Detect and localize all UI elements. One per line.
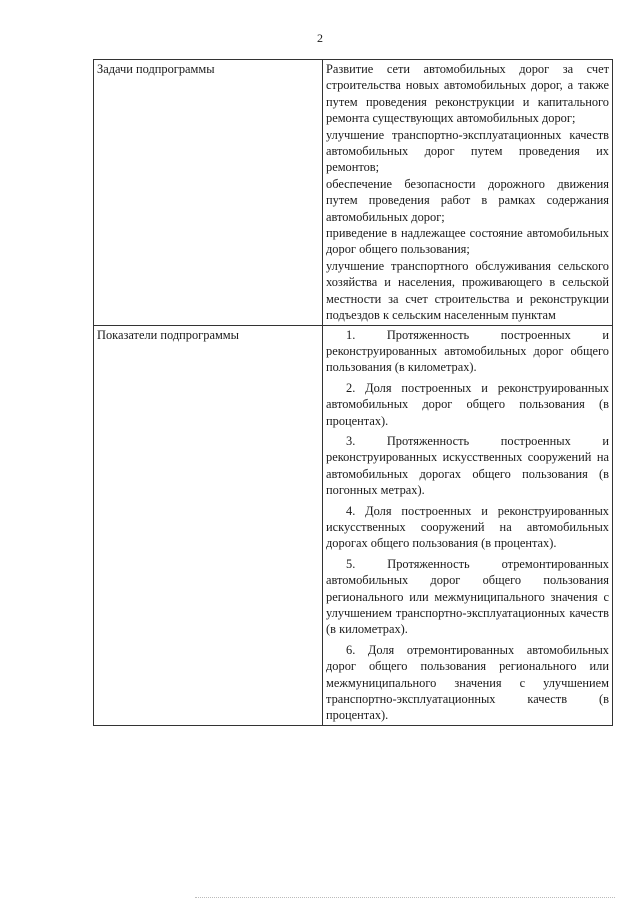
indicator-item: 1. Протяженность построенных и реконструированных автомобильных дорог общего пользования (в километрах). <box>326 327 609 375</box>
page-number: 2 <box>317 31 323 45</box>
indicator-item: 4. Доля построенных и реконструированных искусственных сооружений на автомобильных дорогах общего пользования (в процентах). <box>326 503 609 551</box>
task-item: Развитие сети автомобильных дорог за счет строительства новых автомобильных дорог, а также путем проведения реконструкции и капитального ремонта существующих автомобильных дорог; <box>326 62 609 126</box>
tasks-label-cell: Задачи подпрограммы <box>94 60 323 326</box>
indicators-content-cell <box>323 325 613 725</box>
subprogram-passport-table <box>93 59 613 726</box>
table-row-indicators <box>94 325 613 725</box>
scan-footer-artifact <box>195 897 615 901</box>
indicator-item: 2. Доля построенных и реконструированных автомобильных дорог общего пользования (в процентах). <box>326 380 609 428</box>
indicator-item: 5. Протяженность отремонтированных автомобильных дорог общего пользования регионального или межмуниципального значения с улучшением транспортно-эксплуатационных качеств (в километрах). <box>326 556 609 637</box>
tasks-content-cell <box>323 60 613 326</box>
indicators-label-cell: Показатели подпрограммы <box>94 325 323 725</box>
indicator-item: 6. Доля отремонтированных автомобильных дорог общего пользования регионального или межмуниципального значения с улучшением транспортно-эксплуатационных качеств (в процентах). <box>326 642 609 723</box>
indicator-item: 3. Протяженность построенных и реконструированных искусственных сооружений на автомобильных дорогах общего пользования (в погонных метрах). <box>326 433 609 498</box>
task-item: улучшение транспортного обслуживания сельского хозяйства и населения, проживающего в сельской местности за счет строительства и реконструкции подъездов к сельским населенным пунктам <box>326 258 609 323</box>
task-item: улучшение транспортно-эксплуатационных качеств автомобильных дорог путем проведения их ремонтов; <box>326 127 609 175</box>
task-item: обеспечение безопасности дорожного движения путем проведения работ в рамках содержания автомобильных дорог; <box>326 176 609 224</box>
table-row-tasks <box>94 60 613 326</box>
task-item: приведение в надлежащее состояние автомобильных дорог общего пользования; <box>326 226 609 257</box>
